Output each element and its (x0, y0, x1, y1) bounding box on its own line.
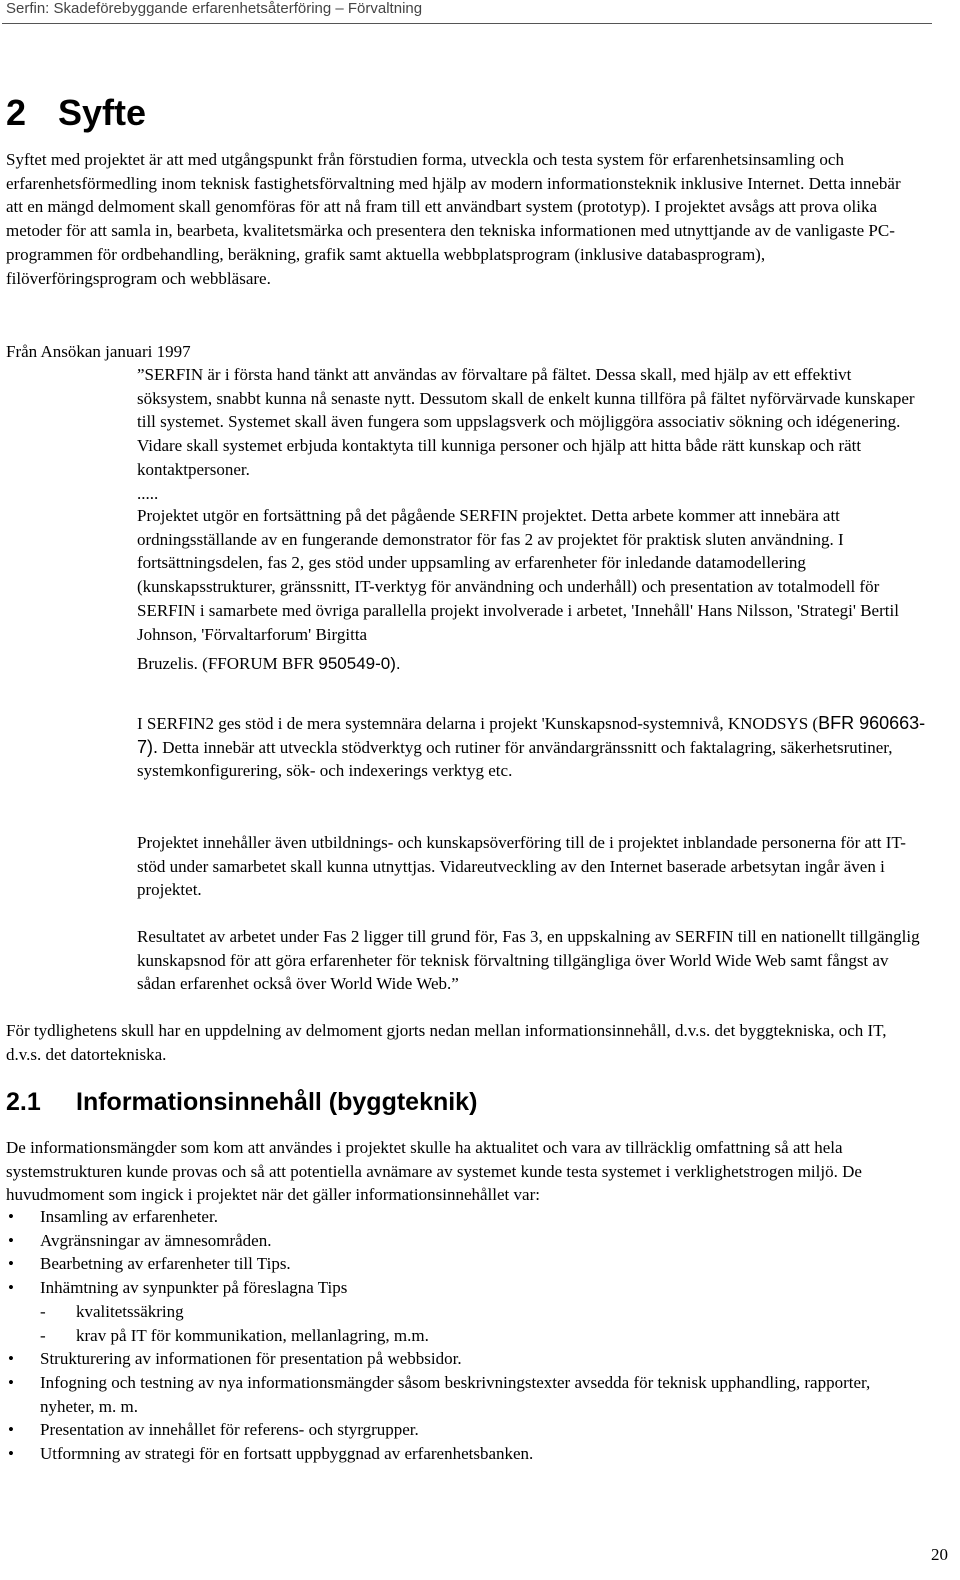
list-item: • Avgränsningar av ämnesområden. (6, 1229, 916, 1253)
page-number: 20 (931, 1545, 948, 1564)
subsection-title: Informationsinnehåll (byggteknik) (76, 1088, 478, 1116)
quote-ellipsis: ..... (137, 484, 159, 503)
sub-list-item: - kvalitetssäkring (6, 1300, 916, 1324)
dash-icon: - (40, 1301, 46, 1321)
bullet-icon: • (8, 1254, 14, 1274)
sub-list-item: - krav på IT för kommunikation, mellanlagring, m.m. (6, 1324, 916, 1348)
header-rule (2, 23, 932, 24)
list-item: • Strukturering av informationen för presentation på webbsidor. (6, 1347, 916, 1371)
quote-paragraph-4: Projektet innehåller även utbildnings- och kunskapsöverföring till de i projektet inblandade personerna för att IT-stöd under samarbetet skall kunna utnyttjas. Vidareutveckling av den Internet baserade arbetsytan ingår även i projektet. (137, 833, 906, 900)
quote-paragraph-3 (137, 712, 927, 783)
section-title: Syfte (58, 92, 147, 133)
list-item: • Infogning och testning av nya informationsmängder såsom beskrivningstexter avsedda för teknisk upphandling, rapporter, nyheter, m. m. (8, 1372, 871, 1416)
subsection-number: 2.1 (6, 1088, 41, 1116)
bullet-icon: • (8, 1207, 14, 1226)
bullet-icon: • (8, 1349, 14, 1369)
bullet-icon: • (8, 1278, 14, 1298)
quote-paragraph-1: ”SERFIN är i första hand tänkt att användas av förvaltare på fältet. Dessa skall, med hjälp av ett effektivt söksystem, snabbt kunna nå senaste nytt. Dessutom skall de enkelt kunna tillföra på fältet nyförvärvade kunskaper till systemet. Systemet skall även fungera som uppslagsverk och möjliggöra associativ sökning och idégenering. Vidare skall systemet erbjuda kontaktyta till kunniga personer och hjälp att hitta både rätt kunskap och rätt kontaktpersoner. (137, 365, 915, 479)
quote-paragraph-2-end (137, 652, 927, 676)
quote-paragraph-3-end: Detta innebär att utveckla stödverktyg och rutiner för användargränssnitt och faktalagring, säkerhetsrutiner, systemkonfigurering, sök- och indexerings verktyg etc. (137, 737, 893, 781)
bullet-icon: • (8, 1420, 14, 1440)
source-label: Från Ansökan januari 1997 (6, 342, 191, 361)
running-header: Serfin: Skadeförebyggande erfarenhetsåterföring – Förvaltning (6, 0, 423, 17)
quote-paragraph-3-start: I SERFIN2 ges stöd i de mera systemnära delarna i projekt 'Kunskapsnod-systemnivå, KNODSYS ( (137, 714, 819, 733)
quote-paragraph-2 (137, 504, 927, 646)
bfr-reference: BFR 960663-7). (137, 713, 926, 757)
section-number: 2 (6, 92, 27, 133)
bullet-icon: • (8, 1230, 14, 1250)
list-item: • Insamling av erfarenheter. (6, 1205, 916, 1229)
dash-icon: - (40, 1325, 46, 1345)
quote-paragraph-5: Resultatet av arbetet under Fas 2 ligger till grund för, Fas 3, en uppskalning av SERFIN till en nationellt tillgänglig kunskapsnod för att göra erfarenheter för teknisk förvaltning tillgängliga över World Wide Web samt fångst av sådan erfarenhet också över World Wide Web.” (137, 927, 920, 994)
section-heading-2 (6, 92, 146, 134)
bullet-icon: • (8, 1444, 14, 1464)
fforum-reference: 950549-0). (318, 654, 401, 673)
list-item: • Inhämtning av synpunkter på föreslagna Tips (6, 1276, 916, 1300)
intro-paragraph: Syftet med projektet är att med utgångspunkt från förstudien forma, utveckla och testa system för erfarenhetsinsamling och erfarenhetsförmedling inom teknisk fastighetsförvaltning med hjälp av modern informationsteknik inklusive Internet. Detta innebär att en mängd delmoment skall genomföras för att nå fram till ett användbart system (prototyp). I projektet avsågs att prova olika metoder för att samla in, bearbeta, kvalitetsmärka och presentera den tekniska informationen med utnyttjande av de vanligaste PC-programmen för ordbehandling, beräkning, grafik samt aktuella webbplatsprogram (inklusive databasprogram), filöverföringsprogram och webbläsare. (6, 150, 901, 288)
bullet-list (6, 1205, 916, 1466)
bullet-icon: • (8, 1372, 14, 1392)
quote-paragraph-2-body: Projektet utgör en fortsättning på det pågående SERFIN projektet. Detta arbete kommer att innebära att ordningsställande av en fungerande demonstrator för fas 2 av projektet för praktisk sluten användning. I fortsättningsdelen, fas 2, ges stöd under uppsamling av erfarenheter för inledande datamodellering (kunskapsstrukturer, gränssnitt, IT-verktyg för användning och underhåll) och presentation av totalmodell för SERFIN i samarbete med övriga parallella projekt involverade i arbetet, 'Innehåll' Hans Nilsson, 'Strategi' Bertil Johnson, 'Förvaltarforum' Birgitta (137, 506, 899, 644)
list-item: • Presentation av innehållet för referens- och styrgrupper. (6, 1418, 916, 1442)
subsection-paragraph: De informationsmängder som kom att användes i projektet skulle ha aktualitet och vara av tillräcklig omfattning så att hela systemstrukturen kunde provas och så att potentiella avnämare av systemet kunde testa systemet i verklighetstrogen miljö. De huvudmoment som ingick i projektet när det gäller informationsinnehållet var: (6, 1138, 862, 1205)
division-paragraph: För tydlighetens skull har en uppdelning av delmoment gjorts nedan mellan informationsinnehåll, d.v.s. det byggtekniska, och IT, d.v.s. det datortekniska. (6, 1021, 887, 1064)
section-heading-2-1 (6, 1088, 477, 1117)
list-item: • Utformning av strategi för en fortsatt uppbyggnad av erfarenhetsbanken. (6, 1442, 916, 1466)
list-item: • Bearbetning av erfarenheter till Tips. (6, 1252, 916, 1276)
quote-paragraph-2-tail: Bruzelis. (FFORUM BFR (137, 654, 319, 673)
